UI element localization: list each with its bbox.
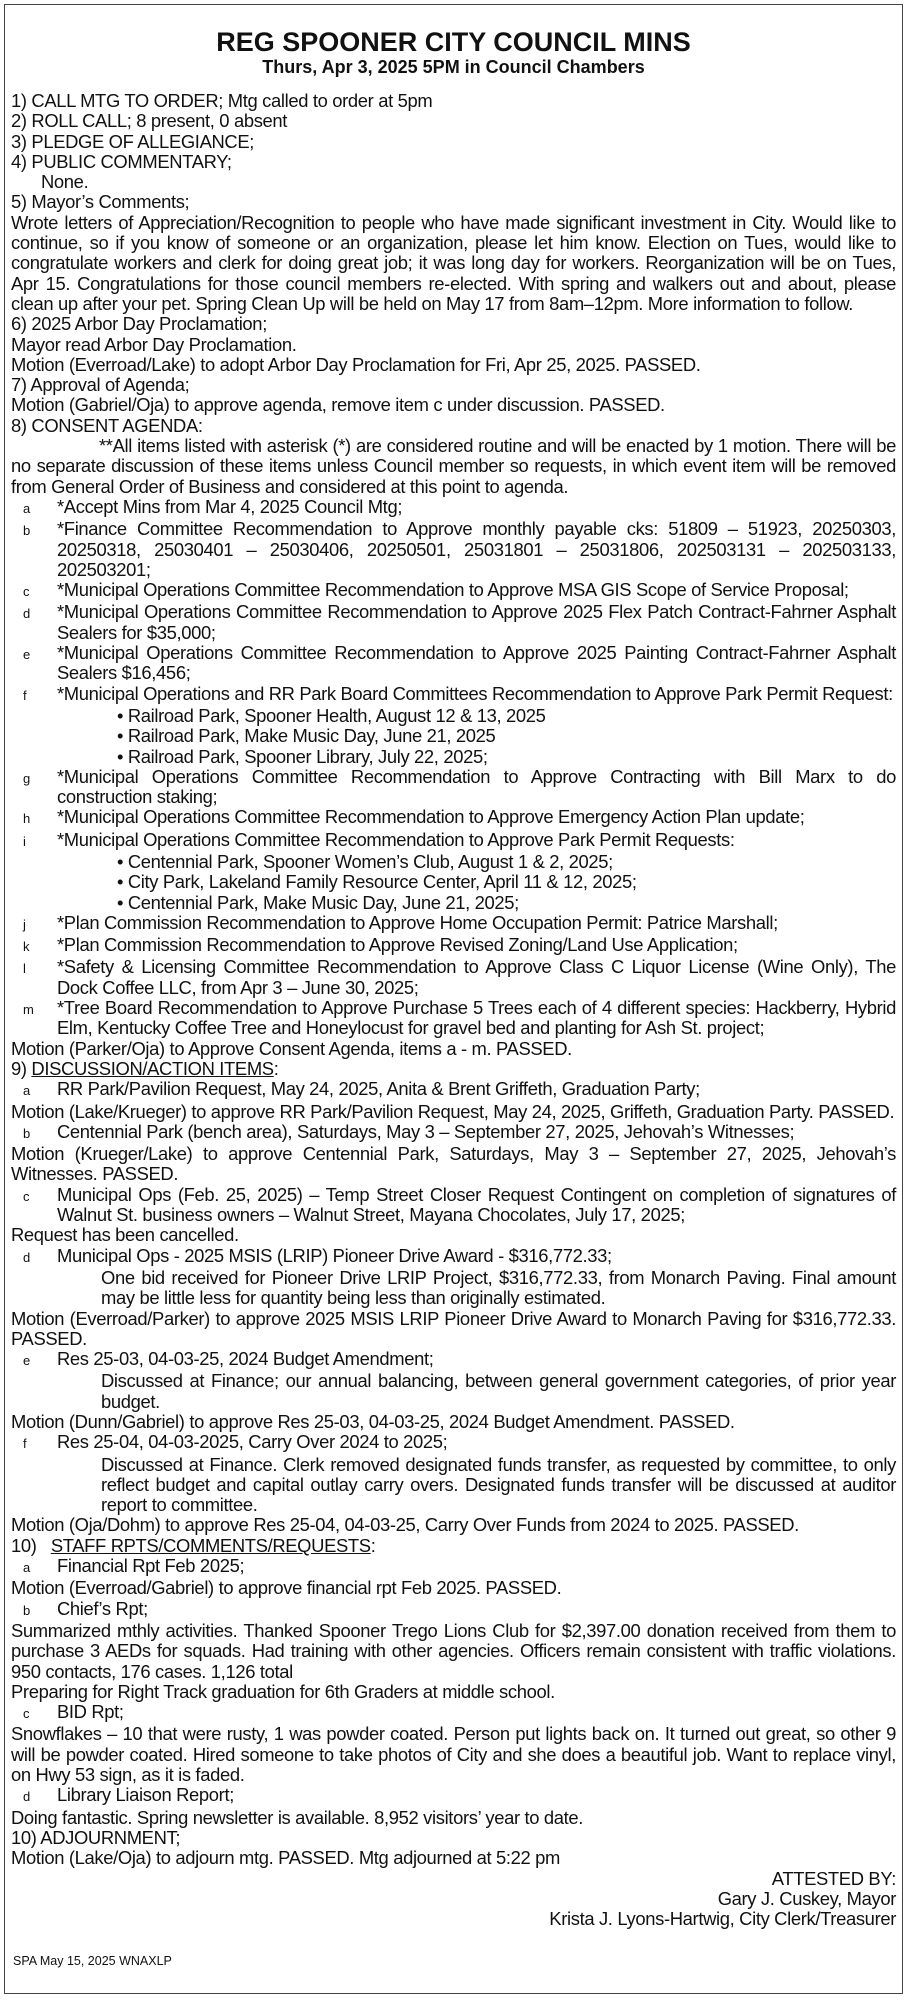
staff-heading xyxy=(11,1536,896,1556)
item-letter: g xyxy=(23,770,30,786)
item-1: 1) CALL MTG TO ORDER; Mtg called to order at 5pm xyxy=(11,91,433,111)
item-letter: c xyxy=(23,1706,30,1722)
item-letter: a xyxy=(23,1083,30,1099)
item-letter: c xyxy=(23,584,30,600)
page-title: REG SPOONER CITY COUNCIL MINS xyxy=(216,27,691,57)
meeting-date: Thurs, Apr 3, 2025 5PM in Council Chambers xyxy=(262,57,645,77)
discussion-item-e xyxy=(11,1349,896,1371)
item-letter: b xyxy=(23,523,30,539)
item-text: Centennial Park (bench area), Saturdays, May 3 – September 27, 2025, Jehovah’s Witnesses; xyxy=(57,1120,795,1142)
discussion-c-note: Request has been cancelled. xyxy=(11,1225,239,1246)
item-text: *Municipal Operations Committee Recommendation to Approve Emergency Action Plan update; xyxy=(57,806,805,828)
item-text: *Municipal Operations Committee Recommendation to Approve MSA GIS Scope of Service Proposal; xyxy=(57,579,849,601)
item-text: *Plan Commission Recommendation to Approve Revised Zoning/Land Use Application; xyxy=(57,934,738,956)
item-4-none: None. xyxy=(41,172,89,193)
minutes-notice xyxy=(4,4,903,1994)
attested-label: ATTESTED BY: xyxy=(771,1867,896,1889)
consent-item-g xyxy=(11,767,896,808)
item-text: Municipal Ops (Feb. 25, 2025) – Temp Street Closer Request Contingent on completion of signatures of Walnut St. business owners – Walnut Street, Mayana Chocolates, July 17, 2025; xyxy=(57,1183,896,1226)
item-text: *Plan Commission Recommendation to Approve Home Occupation Permit: Patrice Marshall; xyxy=(57,911,778,933)
consent-item-f xyxy=(11,684,896,706)
item-6-text: Mayor read Arbor Day Proclamation. xyxy=(11,334,297,355)
item-text: *Municipal Operations Committee Recommendation to Approve 2025 Flex Patch Contract-Fahrner Asphalt Sealers for $35,000; xyxy=(57,601,896,643)
permit-bullet: • Railroad Park, Spooner Library, July 22, 2025; xyxy=(117,745,488,767)
item-5: 5) Mayor’s Comments; xyxy=(11,192,190,213)
discussion-d-detail: One bid received for Pioneer Drive LRIP Project, $316,772.33, from Monarch Paving. Final amount may be little less for quantity being less than originally estimated. xyxy=(101,1266,896,1309)
permit-bullet: • City Park, Lakeland Family Resource Center, April 11 & 12, 2025; xyxy=(117,871,637,893)
item-4: 4) PUBLIC COMMENTARY; xyxy=(11,151,232,172)
item-text: *Municipal Operations Committee Recommendation to Approve Contracting with Bill Marx to do construction staking; xyxy=(57,765,896,808)
heading-colon: : xyxy=(273,1058,279,1079)
item-text: *Finance Committee Recommendation to Approve monthly payable cks: 51809 – 51923, 20250303, 20250318, 25030401 – 25030406, 20250501, 25031801 – 25031806, 202503131 – 202503133, 202503201; xyxy=(57,518,896,580)
item-text: *Municipal Operations Committee Recommendation to Approve 2025 Painting Contract-Fahrner Asphalt Sealers $16,456; xyxy=(57,642,896,684)
consent-item-l xyxy=(11,957,896,998)
consent-item-d xyxy=(11,602,896,643)
item-letter: d xyxy=(23,1789,30,1805)
heading-colon: : xyxy=(370,1535,376,1556)
consent-item-k xyxy=(11,935,896,957)
clerk-signature: Krista J. Lyons-Hartwig, City Clerk/Treasurer xyxy=(549,1908,896,1930)
discussion-e-motion: Motion (Dunn/Gabriel) to approve Res 25-03, 04-03-25, 2024 Budget Amendment. PASSED. xyxy=(11,1412,735,1432)
item-6-motion: Motion (Everroad/Lake) to adopt Arbor Day Proclamation for Fri, Apr 25, 2025. PASSED. xyxy=(11,354,701,375)
chief-report: Summarized mthly activities. Thanked Spooner Trego Lions Club for $2,397.00 donation received from them to purchase 3 AEDs for squads. Had training with other agencies. Officers remain consistent with traffic violations. 950 contacts, 176 cases. 1,126 total xyxy=(11,1619,896,1682)
discussion-b-motion: Motion (Krueger/Lake) to approve Centennial Park, Saturdays, May 3 – September 27, 2025, Jehovah’s Witnesses. PASSED. xyxy=(11,1143,896,1185)
heading-text: DISCUSSION/ACTION ITEMS xyxy=(31,1058,274,1079)
permit-bullet: • Centennial Park, Spooner Women’s Club, August 1 & 2, 2025; xyxy=(117,850,613,872)
permit-bullet: • Railroad Park, Make Music Day, June 21, 2025 xyxy=(117,725,496,747)
discussion-f-detail: Discussed at Finance. Clerk removed designated funds transfer, as requested by committee, to only reflect budget and capital outlay carry overs. Designated funds transfer will be discussed at auditor report to committee. xyxy=(101,1453,896,1516)
item-letter: j xyxy=(23,916,26,932)
chief-report-2: Preparing for Right Track graduation for 6th Graders at middle school. xyxy=(11,1681,555,1702)
adjournment-heading: 10) ADJOURNMENT; xyxy=(11,1827,181,1848)
item-letter: d xyxy=(23,606,30,622)
item-2: 2) ROLL CALL; 8 present, 0 absent xyxy=(11,111,288,132)
item-text: Chief’s Rpt; xyxy=(57,1597,148,1619)
discussion-e-detail: Discussed at Finance; our annual balancing, between general government categories, of prior year budget. xyxy=(101,1370,896,1412)
item-text: *Municipal Operations and RR Park Board Committees Recommendation to Approve Park Permit Request: xyxy=(57,682,893,704)
staff-item-a xyxy=(11,1556,896,1578)
item-letter: a xyxy=(23,500,30,516)
item-text: RR Park/Pavilion Request, May 24, 2025, Anita & Brent Griffeth, Graduation Party; xyxy=(57,1078,700,1100)
item-letter: d xyxy=(23,1249,30,1265)
item-3: 3) PLEDGE OF ALLEGIANCE; xyxy=(11,131,255,152)
item-letter: h xyxy=(23,811,30,827)
staff-a-motion: Motion (Everroad/Gabriel) to approve financial rpt Feb 2025. PASSED. xyxy=(11,1578,562,1599)
item-text: Res 25-03, 04-03-25, 2024 Budget Amendment; xyxy=(57,1348,434,1370)
discussion-d-motion: Motion (Everroad/Parker) to approve 2025 MSIS LRIP Pioneer Drive Award to Monarch Paving for $316,772.33. PASSED. xyxy=(11,1307,896,1349)
item-8: 8) CONSENT AGENDA: xyxy=(11,415,203,436)
item-text: *Accept Mins from Mar 4, 2025 Council Mtg; xyxy=(57,495,403,517)
library-report: Doing fantastic. Spring newsletter is available. 8,952 visitors’ year to date. xyxy=(11,1807,584,1828)
staff-item-d xyxy=(11,1785,896,1807)
item-letter: m xyxy=(23,1002,34,1018)
heading-number: 9) xyxy=(11,1058,32,1079)
consent-item-b xyxy=(11,519,896,580)
item-letter: k xyxy=(23,939,30,955)
discussion-item-f xyxy=(11,1432,896,1454)
item-text: *Safety & Licensing Committee Recommendation to Approve Class C Liquor License (Wine Only), The Dock Coffee LLC, from Apr 3 – June 30, 2025; xyxy=(57,956,896,998)
discussion-a-motion: Motion (Lake/Krueger) to approve RR Park/Pavilion Request, May 24, 2025, Griffeth, Graduation Party. PASSED. xyxy=(11,1100,895,1122)
item-text: Municipal Ops - 2025 MSIS (LRIP) Pioneer Drive Award - $316,772.33; xyxy=(57,1244,612,1266)
consent-motion: Motion (Parker/Oja) to Approve Consent Agenda, items a - m. PASSED. xyxy=(11,1038,572,1059)
item-7-motion: Motion (Gabriel/Oja) to approve agenda, remove item c under discussion. PASSED. xyxy=(11,395,665,416)
item-letter: l xyxy=(23,961,26,977)
item-letter: i xyxy=(23,833,26,849)
discussion-item-a xyxy=(11,1079,896,1101)
staff-item-b xyxy=(11,1599,896,1621)
discussion-f-motion: Motion (Oja/Dohm) to approve Res 25-04, 04-03-25, Carry Over Funds from 2024 to 2025. PASSED. xyxy=(11,1515,799,1536)
item-text: Financial Rpt Feb 2025; xyxy=(57,1555,245,1577)
item-letter: e xyxy=(23,647,30,663)
item-letter: e xyxy=(23,1353,30,1369)
item-text: Res 25-04, 04-03-2025, Carry Over 2024 to 2025; xyxy=(57,1431,448,1453)
consent-item-j xyxy=(11,913,896,935)
item-letter: b xyxy=(23,1602,30,1618)
discussion-item-d xyxy=(11,1246,896,1268)
discussion-item-c xyxy=(11,1185,896,1226)
item-letter: a xyxy=(23,1560,30,1576)
consent-intro: **All items listed with asterisk (*) are considered routine and will be enacted by 1 motion. There will be no separate discussion of these items unless Council member so requests, in which event item will be removed from General Order of Business and considered at this point to agenda. xyxy=(11,435,896,497)
consent-item-h xyxy=(11,807,896,829)
item-letter: f xyxy=(23,1436,27,1452)
item-7: 7) Approval of Agenda; xyxy=(11,375,190,396)
permit-bullet: • Centennial Park, Make Music Day, June 21, 2025; xyxy=(117,891,519,913)
discussion-item-b xyxy=(11,1122,896,1144)
heading-number: 10) xyxy=(11,1535,51,1556)
staff-item-c xyxy=(11,1702,896,1724)
adjournment-motion: Motion (Lake/Oja) to adjourn mtg. PASSED. Mtg adjourned at 5:22 pm xyxy=(11,1848,561,1869)
item-letter: b xyxy=(23,1125,30,1141)
consent-item-c xyxy=(11,580,896,602)
permit-bullet: • Railroad Park, Spooner Health, August 12 & 13, 2025 xyxy=(117,704,546,726)
consent-item-a xyxy=(11,497,896,519)
discussion-heading xyxy=(11,1059,896,1079)
item-letter: c xyxy=(23,1188,30,1204)
item-6: 6) 2025 Arbor Day Proclamation; xyxy=(11,314,267,335)
mayor-signature: Gary J. Cuskey, Mayor xyxy=(717,1887,896,1909)
consent-item-m xyxy=(11,998,896,1039)
bid-report: Snowflakes – 10 that were rusty, 1 was powder coated. Person put lights back on. It turned out great, so other 9 will be powder coated. Hired someone to take photos of City and she does a beautiful job. Want to replace vinyl, on Hwy 53 sign, as it is faded. xyxy=(11,1723,896,1786)
item-text: *Tree Board Recommendation to Approve Purchase 5 Trees each of 4 different species: Hackberry, Hybrid Elm, Kentucky Coffee Tree and Honeylocust for gravel bed and planting for Ash St. project; xyxy=(57,997,896,1039)
publication-footer: SPA May 15, 2025 WNAXLP xyxy=(13,1953,172,1968)
item-letter: f xyxy=(23,687,27,703)
consent-item-i xyxy=(11,830,896,852)
item-text: *Municipal Operations Committee Recommendation to Approve Park Permit Requests: xyxy=(57,828,735,850)
mayor-comments: Wrote letters of Appreciation/Recognition to people who have made significant investment in City. Would like to continue, so if you know of someone or an organization, please let him know. Election on Tues, would like to congratulate workers and clerk for doing great job; it was long day for workers. Reorganization will be on Tues, Apr 15. Congratulations for those council members re-elected. With spring and walkers out and about, please clean up after your pet. Spring Clean Up will be held on May 17 from 8am–12pm. More information to follow. xyxy=(11,211,896,314)
item-text: BID Rpt; xyxy=(57,1701,124,1723)
heading-text: STAFF RPTS/COMMENTS/REQUESTS xyxy=(50,1535,371,1556)
consent-item-e xyxy=(11,643,896,684)
item-text: Library Liaison Report; xyxy=(57,1784,234,1806)
